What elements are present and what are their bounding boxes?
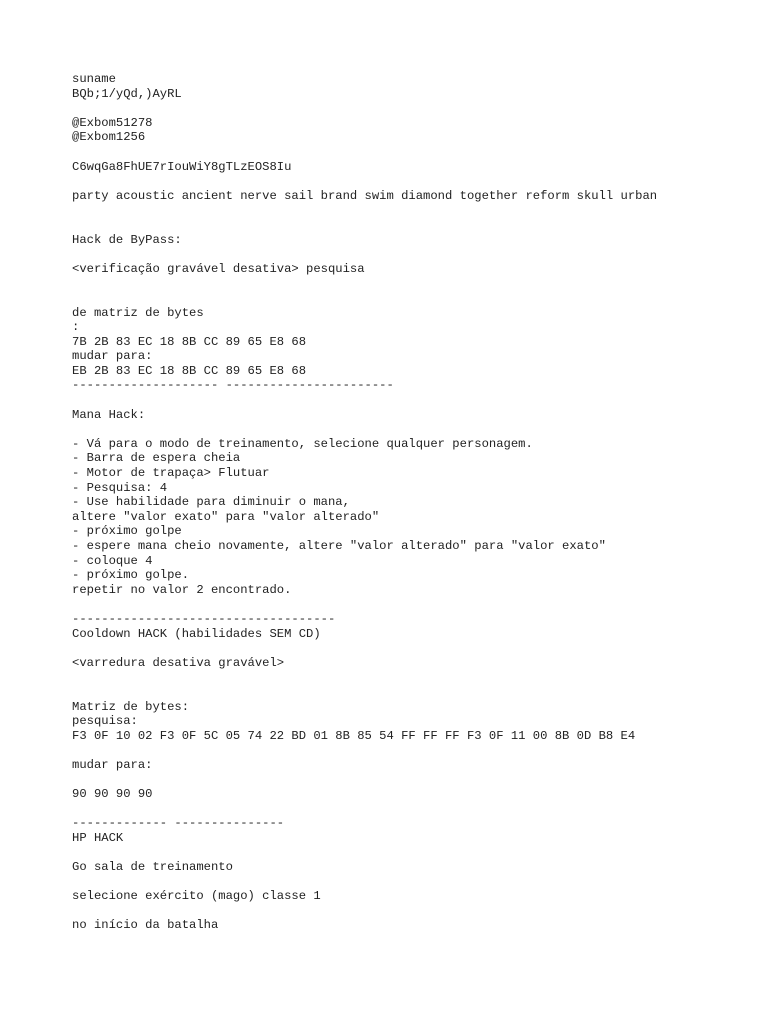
text-line: HP HACK [72, 830, 124, 845]
blank-line [72, 393, 752, 408]
text-line: Matriz de bytes: [72, 699, 190, 714]
text-line: - Use habilidade para diminuir o mana, [72, 495, 350, 510]
blank-line [72, 203, 752, 218]
blank-line [72, 174, 752, 189]
text-line: mudar para: [72, 349, 153, 364]
text-line: C6wqGa8FhUE7rIouWiY8gTLzEOS8Iu [72, 159, 292, 174]
blank-line [72, 773, 752, 788]
blank-line [72, 218, 752, 233]
blank-line [72, 597, 752, 612]
text-line: de matriz de bytes [72, 305, 204, 320]
blank-line [72, 670, 752, 685]
text-line: - Vá para o modo de treinamento, selecione qualquer personagem. [72, 436, 533, 451]
blank-line [72, 291, 752, 306]
blank-line [72, 743, 752, 758]
blank-line [72, 641, 752, 656]
text-line: -------------------- ----------------------- [72, 378, 394, 393]
text-line: 7B 2B 83 EC 18 8B CC 89 65 E8 68 [72, 334, 307, 349]
text-line: @Exbom51278 [72, 115, 153, 130]
text-line: Mana Hack: [72, 407, 146, 422]
blank-line [72, 875, 752, 890]
text-line: Hack de ByPass: [72, 232, 182, 247]
text-line: mudar para: [72, 757, 153, 772]
text-line: - espere mana cheio novamente, altere "valor alterado" para "valor exato" [72, 539, 606, 553]
text-line: Go sala de treinamento [72, 860, 233, 875]
text-line: - Motor de trapaça> Flutuar [72, 466, 270, 481]
blank-line [72, 845, 752, 860]
text-line: no início da batalha [72, 918, 219, 933]
text-line: - Pesquisa: 4 [72, 480, 168, 495]
blank-line [72, 247, 752, 262]
text-line: selecione exército (mago) classe 1 [72, 889, 321, 904]
text-line: @Exbom1256 [72, 130, 146, 145]
blank-line [72, 802, 752, 817]
text-line: repetir no valor 2 encontrado. [72, 582, 292, 597]
text-line: F3 0F 10 02 F3 0F 5C 05 74 22 BD 01 8B 85 54 FF FF FF F3 0F 11 00 8B 0D B8 E4 [72, 728, 636, 743]
text-line: - coloque 4 [72, 553, 153, 568]
text-line: altere "valor exato" para "valor alterado" [72, 509, 380, 524]
blank-line [72, 685, 752, 700]
blank-line [72, 145, 752, 160]
text-line: - próximo golpe [72, 524, 182, 539]
text-line: <verificação gravável desativa> pesquisa [72, 261, 365, 276]
text-line: ------------------------------------ [72, 611, 336, 626]
text-line: EB 2B 83 EC 18 8B CC 89 65 E8 68 [72, 363, 307, 378]
text-line: 90 90 90 90 [72, 787, 153, 802]
blank-line [72, 904, 752, 919]
text-line: party acoustic ancient nerve sail brand swim diamond together reform skull urban [72, 188, 658, 203]
text-line: Cooldown HACK (habilidades SEM CD) [72, 626, 321, 641]
text-line: : [72, 320, 80, 335]
text-line: BQb;1/yQd,)AyRL [72, 86, 182, 101]
blank-line [72, 422, 752, 437]
document-body [72, 72, 752, 933]
blank-line [72, 101, 752, 116]
text-line: suname [72, 72, 116, 86]
text-line: pesquisa: [72, 714, 138, 729]
text-line: - próximo golpe. [72, 568, 190, 583]
text-line: - Barra de espera cheia [72, 451, 241, 466]
blank-line [72, 276, 752, 291]
text-line: ------------- --------------- [72, 816, 285, 831]
text-line: <varredura desativa gravável> [72, 655, 285, 670]
